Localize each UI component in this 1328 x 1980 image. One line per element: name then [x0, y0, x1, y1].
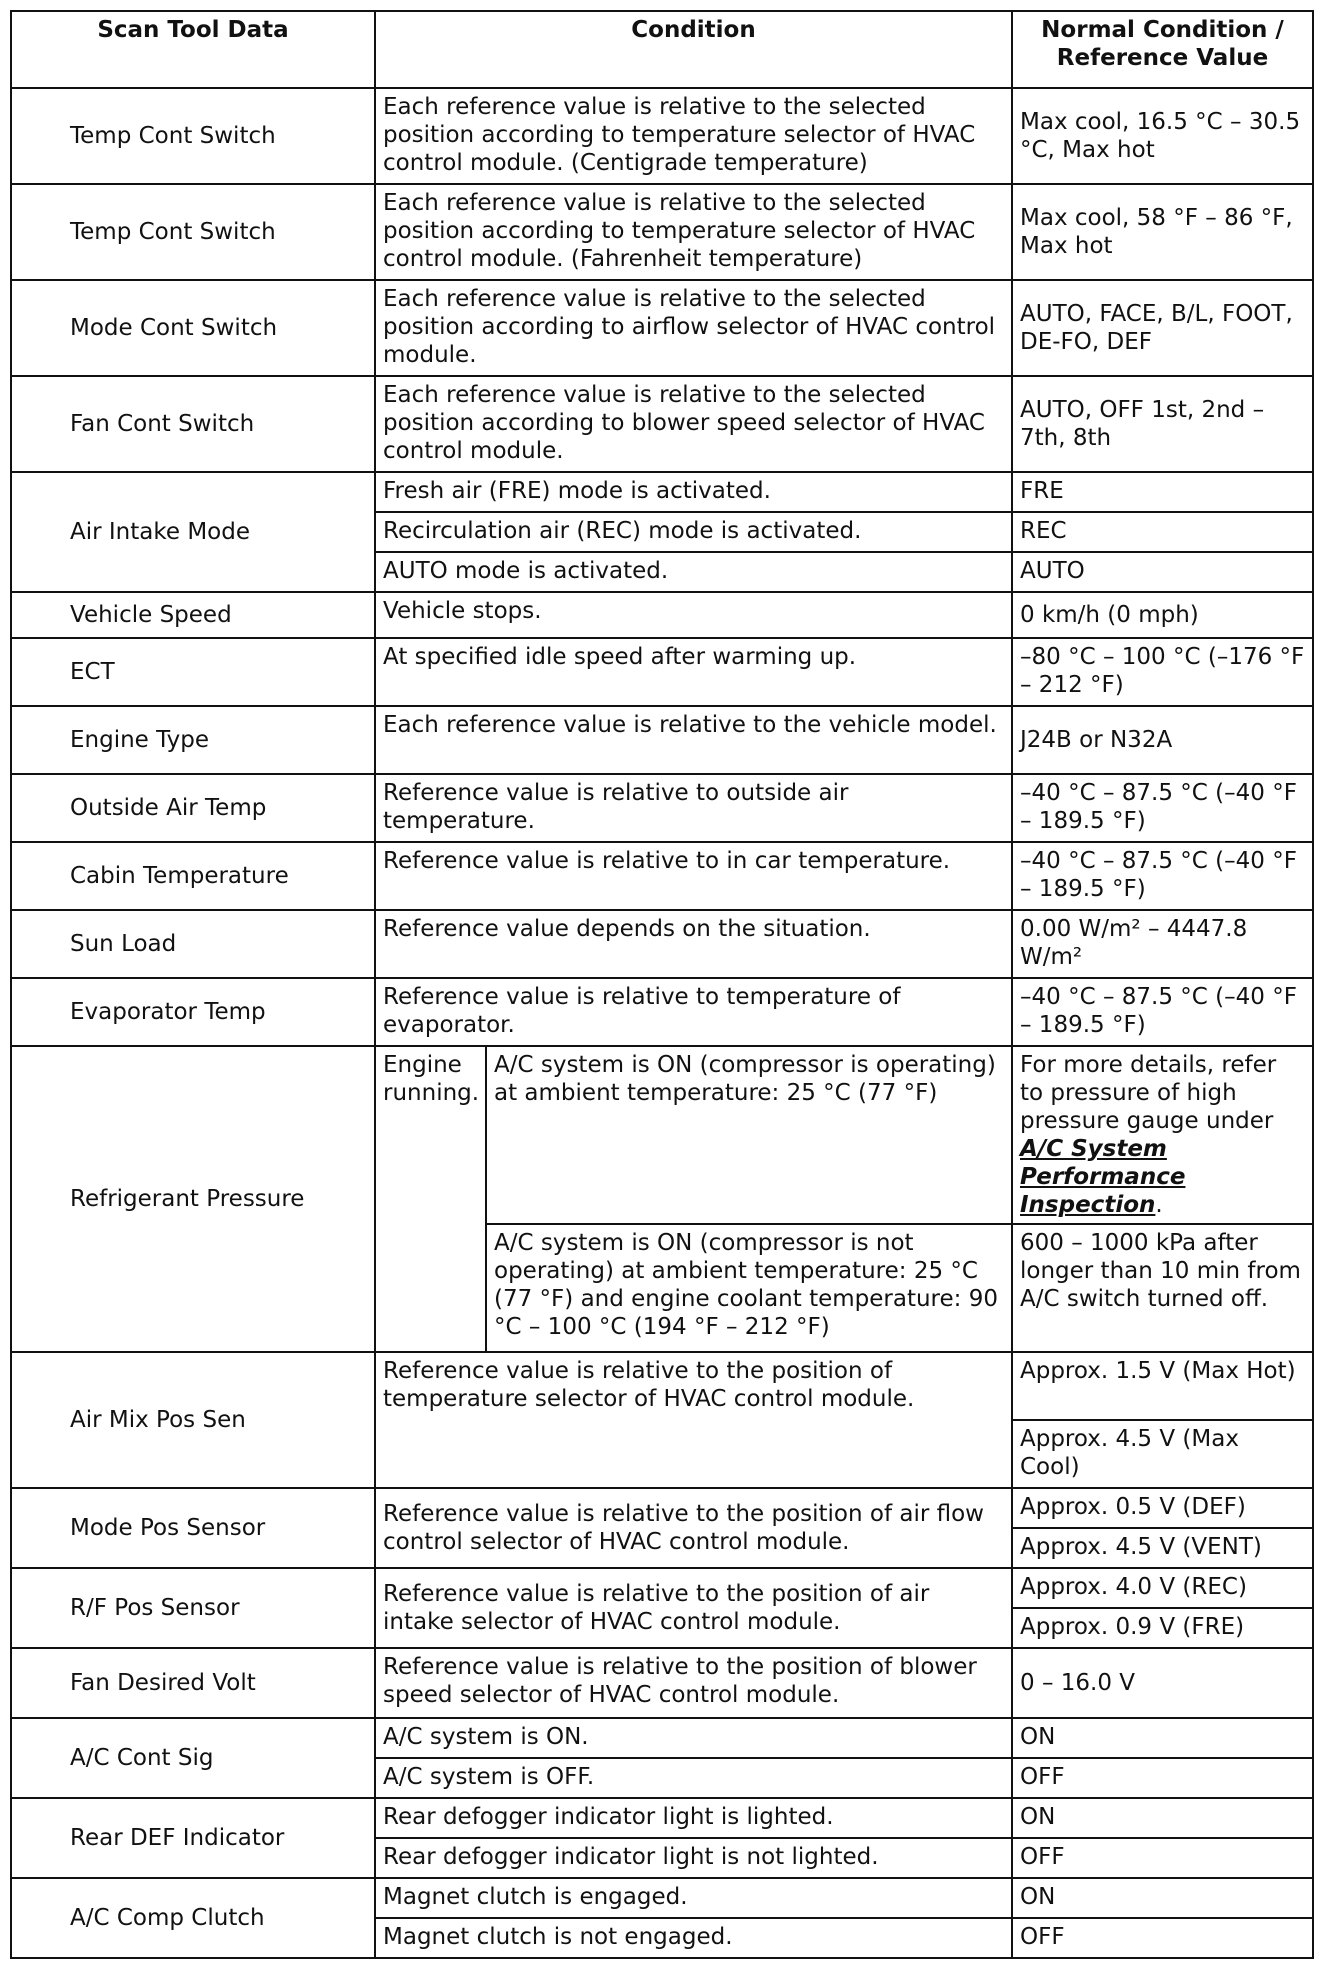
value-cell: 0.00 W/m² – 4447.8 W/m² [1012, 910, 1313, 978]
value-cell: OFF [1012, 1918, 1313, 1958]
condition-cell: Rear defogger indicator light is not lighted. [375, 1838, 1012, 1878]
scan-item-name: Temp Cont Switch [11, 184, 375, 280]
scan-item-name: ECT [11, 638, 375, 706]
value-cell: OFF [1012, 1758, 1313, 1798]
table-row [11, 592, 1313, 638]
header-scan-tool-data: Scan Tool Data [11, 11, 375, 88]
condition-cell: Each reference value is relative to the selected position according to airflow selector of HVAC control module. [375, 280, 1012, 376]
value-cell: –80 °C – 100 °C (–176 °F – 212 °F) [1012, 638, 1313, 706]
scan-item-name: Engine Type [11, 706, 375, 774]
table-row [11, 1568, 1313, 1608]
condition-cell: A/C system is OFF. [375, 1758, 1012, 1798]
table-row [11, 1798, 1313, 1838]
scan-item-name: Vehicle Speed [11, 592, 375, 638]
condition-cell: Reference value is relative to temperature of evaporator. [375, 978, 1012, 1046]
value-cell: 600 – 1000 kPa after longer than 10 min from A/C switch turned off. [1012, 1224, 1313, 1352]
value-cell: AUTO, OFF 1st, 2nd – 7th, 8th [1012, 376, 1313, 472]
scan-item-name: Fan Desired Volt [11, 1648, 375, 1718]
value-cell [1012, 1046, 1313, 1224]
condition-cell: A/C system is ON. [375, 1718, 1012, 1758]
scan-item-name: A/C Cont Sig [11, 1718, 375, 1798]
header-condition: Condition [375, 11, 1012, 88]
table-row [11, 842, 1313, 910]
condition-cell: Reference value is relative to the position of blower speed selector of HVAC control module. [375, 1648, 1012, 1718]
scan-item-name: R/F Pos Sensor [11, 1568, 375, 1648]
value-cell: 0 km/h (0 mph) [1012, 592, 1313, 638]
condition-cell: Magnet clutch is not engaged. [375, 1918, 1012, 1958]
value-suffix: . [1155, 1192, 1163, 1218]
value-cell: Approx. 1.5 V (Max Hot) [1012, 1352, 1313, 1420]
value-text: For more details, refer to pressure of high pressure gauge under [1020, 1052, 1277, 1134]
value-cell: FRE [1012, 472, 1313, 512]
scan-item-name: Air Mix Pos Sen [11, 1352, 375, 1488]
scan-item-name: Temp Cont Switch [11, 88, 375, 184]
value-cell: J24B or N32A [1012, 706, 1313, 774]
value-cell: –40 °C – 87.5 °C (–40 °F – 189.5 °F) [1012, 842, 1313, 910]
condition-cell: At specified idle speed after warming up. [375, 638, 1012, 706]
scan-item-name: A/C Comp Clutch [11, 1878, 375, 1958]
condition-cell: Reference value depends on the situation. [375, 910, 1012, 978]
table-row [11, 706, 1313, 774]
scan-item-name: Outside Air Temp [11, 774, 375, 842]
table-row [11, 184, 1313, 280]
scan-item-name: Cabin Temperature [11, 842, 375, 910]
table-row [11, 472, 1313, 512]
value-cell: Approx. 4.0 V (REC) [1012, 1568, 1313, 1608]
value-cell: Approx. 4.5 V (VENT) [1012, 1528, 1313, 1568]
value-cell: ON [1012, 1798, 1313, 1838]
table-row [11, 376, 1313, 472]
scan-item-name: Air Intake Mode [11, 472, 375, 592]
table-row [11, 1352, 1313, 1420]
condition-cell: Each reference value is relative to the selected position according to temperature selector of HVAC control module. (Fahrenheit temperature) [375, 184, 1012, 280]
condition-cell: A/C system is ON (compressor is not operating) at ambient temperature: 25 °C (77 °F) and engine coolant temperature: 90 °C – 100 °C (194 °F – 212 °F) [486, 1224, 1012, 1352]
value-cell: AUTO [1012, 552, 1313, 592]
table-row [11, 1878, 1313, 1918]
table-row [11, 910, 1313, 978]
value-cell: Approx. 4.5 V (Max Cool) [1012, 1420, 1313, 1488]
condition-cell: Fresh air (FRE) mode is activated. [375, 472, 1012, 512]
value-cell: –40 °C – 87.5 °C (–40 °F – 189.5 °F) [1012, 978, 1313, 1046]
header-normal-line1: Normal Condition / [1041, 17, 1284, 43]
table-row [11, 1648, 1313, 1718]
engine-state-cell: Engine running. [375, 1046, 486, 1352]
value-cell: –40 °C – 87.5 °C (–40 °F – 189.5 °F) [1012, 774, 1313, 842]
condition-cell: Vehicle stops. [375, 592, 1012, 638]
value-cell: Max cool, 16.5 °C – 30.5 °C, Max hot [1012, 88, 1313, 184]
value-cell: OFF [1012, 1838, 1313, 1878]
condition-cell: Rear defogger indicator light is lighted. [375, 1798, 1012, 1838]
scan-item-name: Mode Pos Sensor [11, 1488, 375, 1568]
value-cell: AUTO, FACE, B/L, FOOT, DE-FO, DEF [1012, 280, 1313, 376]
header-normal-condition [1012, 11, 1313, 88]
table-row [11, 88, 1313, 184]
condition-cell: Reference value is relative to the position of air intake selector of HVAC control module. [375, 1568, 1012, 1648]
table-row [11, 978, 1313, 1046]
scan-item-name: Sun Load [11, 910, 375, 978]
table-row [11, 774, 1313, 842]
table-row [11, 1718, 1313, 1758]
value-cell: 0 – 16.0 V [1012, 1648, 1313, 1718]
document [10, 10, 1312, 1959]
value-cell: ON [1012, 1718, 1313, 1758]
condition-cell: Each reference value is relative to the selected position according to blower speed selector of HVAC control module. [375, 376, 1012, 472]
condition-cell: Each reference value is relative to the selected position according to temperature selector of HVAC control module. (Centigrade temperature) [375, 88, 1012, 184]
condition-cell: Reference value is relative to the position of temperature selector of HVAC control module. [375, 1352, 1012, 1488]
scan-item-name: Rear DEF Indicator [11, 1798, 375, 1878]
condition-cell: Reference value is relative to outside air temperature. [375, 774, 1012, 842]
value-cell: Approx. 0.9 V (FRE) [1012, 1608, 1313, 1648]
header-row [11, 11, 1313, 88]
ac-system-performance-inspection-link[interactable]: A/C System Performance Inspection [1020, 1136, 1186, 1218]
condition-cell: Reference value is relative to the position of air flow control selector of HVAC control module. [375, 1488, 1012, 1568]
scan-item-name: Evaporator Temp [11, 978, 375, 1046]
table-row [11, 1046, 1313, 1224]
value-cell: Approx. 0.5 V (DEF) [1012, 1488, 1313, 1528]
condition-cell: AUTO mode is activated. [375, 552, 1012, 592]
value-cell: REC [1012, 512, 1313, 552]
table-row [11, 638, 1313, 706]
scan-item-name: Fan Cont Switch [11, 376, 375, 472]
value-cell: Max cool, 58 °F – 86 °F, Max hot [1012, 184, 1313, 280]
table-row [11, 1488, 1313, 1528]
condition-cell: Magnet clutch is engaged. [375, 1878, 1012, 1918]
scan-item-name: Mode Cont Switch [11, 280, 375, 376]
condition-cell: Reference value is relative to in car temperature. [375, 842, 1012, 910]
header-normal-line2: Reference Value [1056, 45, 1269, 71]
condition-cell: A/C system is ON (compressor is operating) at ambient temperature: 25 °C (77 °F) [486, 1046, 1012, 1224]
condition-cell: Recirculation air (REC) mode is activated. [375, 512, 1012, 552]
scan-tool-data-table [10, 10, 1314, 1959]
table-row [11, 280, 1313, 376]
scan-item-name: Refrigerant Pressure [11, 1046, 375, 1352]
value-cell: ON [1012, 1878, 1313, 1918]
condition-cell: Each reference value is relative to the vehicle model. [375, 706, 1012, 774]
